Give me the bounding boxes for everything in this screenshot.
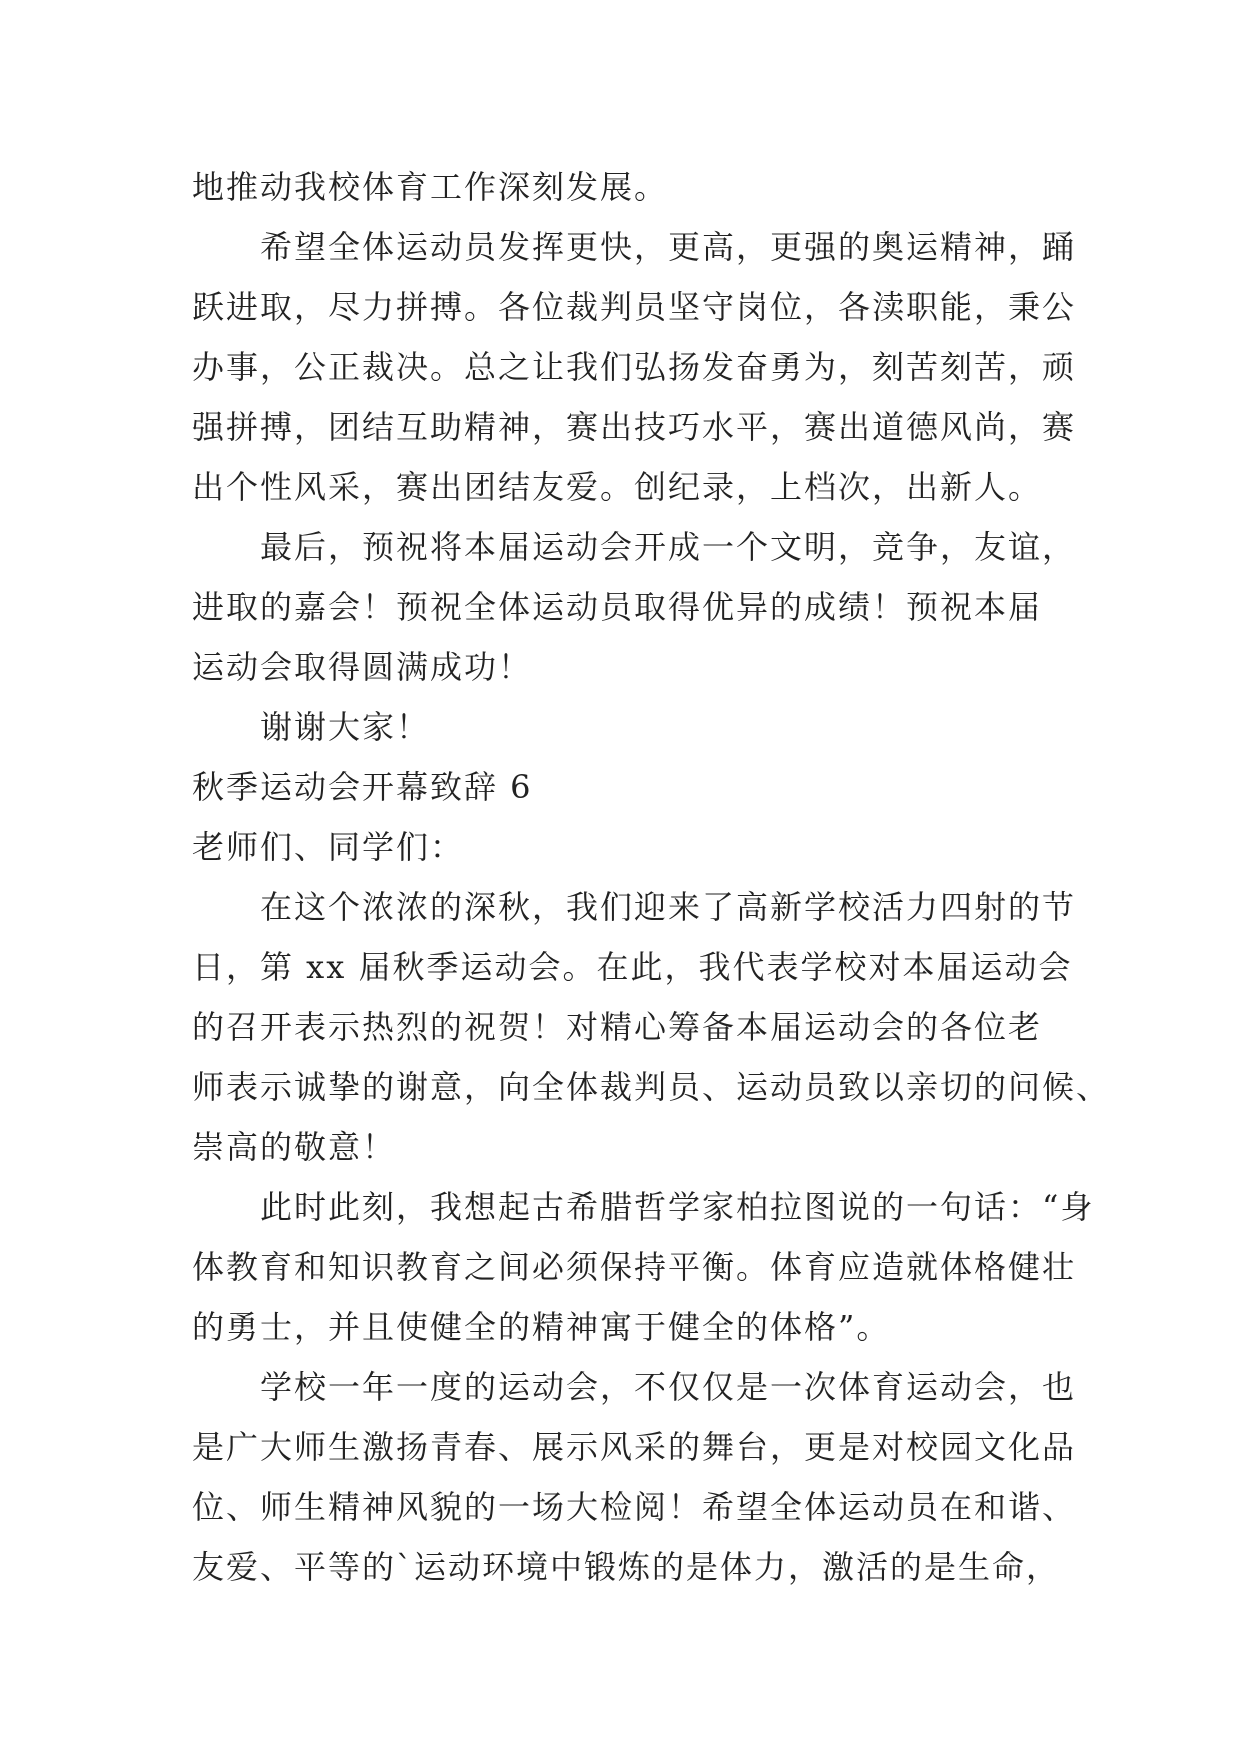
text-line: 的召开表示热烈的祝贺！对精心筹备本届运动会的各位老 — [192, 1008, 1043, 1046]
document-body — [192, 157, 1111, 1597]
text-line: 出个性风采，赛出团结友爱。创纪录，上档次，出新人。 — [192, 468, 1043, 506]
text-line: 谢谢大家！ — [260, 708, 431, 746]
text-line: 友爱、平等的`运动环境中锻炼的是体力，激活的是生命， — [192, 1548, 1061, 1586]
text-line: 的勇士，并且使健全的精神寓于健全的体格”。 — [192, 1308, 891, 1346]
text-line: 此时此刻，我想起古希腊哲学家柏拉图说的一句话：“身 — [260, 1188, 1095, 1226]
text-line: 进取的嘉会！预祝全体运动员取得优异的成绩！预祝本届 — [192, 588, 1043, 626]
text-line: 日，第 xx 届秋季运动会。在此，我代表学校对本届运动会 — [192, 948, 1073, 986]
text-line: 办事，公正裁决。总之让我们弘扬发奋勇为，刻苦刻苦，顽 — [192, 348, 1077, 386]
text-line: 位、师生精神风貌的一场大检阅！希望全体运动员在和谐、 — [192, 1488, 1077, 1526]
text-line: 师表示诚挚的谢意，向全体裁判员、运动员致以亲切的问候、 — [192, 1068, 1111, 1106]
text-line: 强拼搏，团结互助精神，赛出技巧水平，赛出道德风尚，赛 — [192, 408, 1077, 446]
text-line: 崇高的敬意！ — [192, 1128, 397, 1166]
text-line: 是广大师生激扬青春、展示风采的舞台，更是对校园文化品 — [192, 1428, 1077, 1466]
text-line: 跃进取，尽力拼搏。各位裁判员坚守岗位，各渎职能，秉公 — [192, 288, 1077, 326]
salutation: 老师们、同学们： — [192, 828, 465, 866]
text-line: 最后，预祝将本届运动会开成一个文明，竞争，友谊， — [260, 528, 1077, 566]
text-line: 学校一年一度的运动会，不仅仅是一次体育运动会，也 — [260, 1368, 1077, 1406]
text-line: 运动会取得圆满成功！ — [192, 648, 533, 686]
text-line: 希望全体运动员发挥更快，更高，更强的奥运精神，踊 — [260, 228, 1077, 266]
text-line: 在这个浓浓的深秋，我们迎来了高新学校活力四射的节 — [260, 888, 1077, 926]
text-line: 体教育和知识教育之间必须保持平衡。体育应造就体格健壮 — [192, 1248, 1077, 1286]
text-line: 地推动我校体育工作深刻发展。 — [192, 168, 669, 206]
section-heading: 秋季运动会开幕致辞 6 — [192, 768, 533, 806]
